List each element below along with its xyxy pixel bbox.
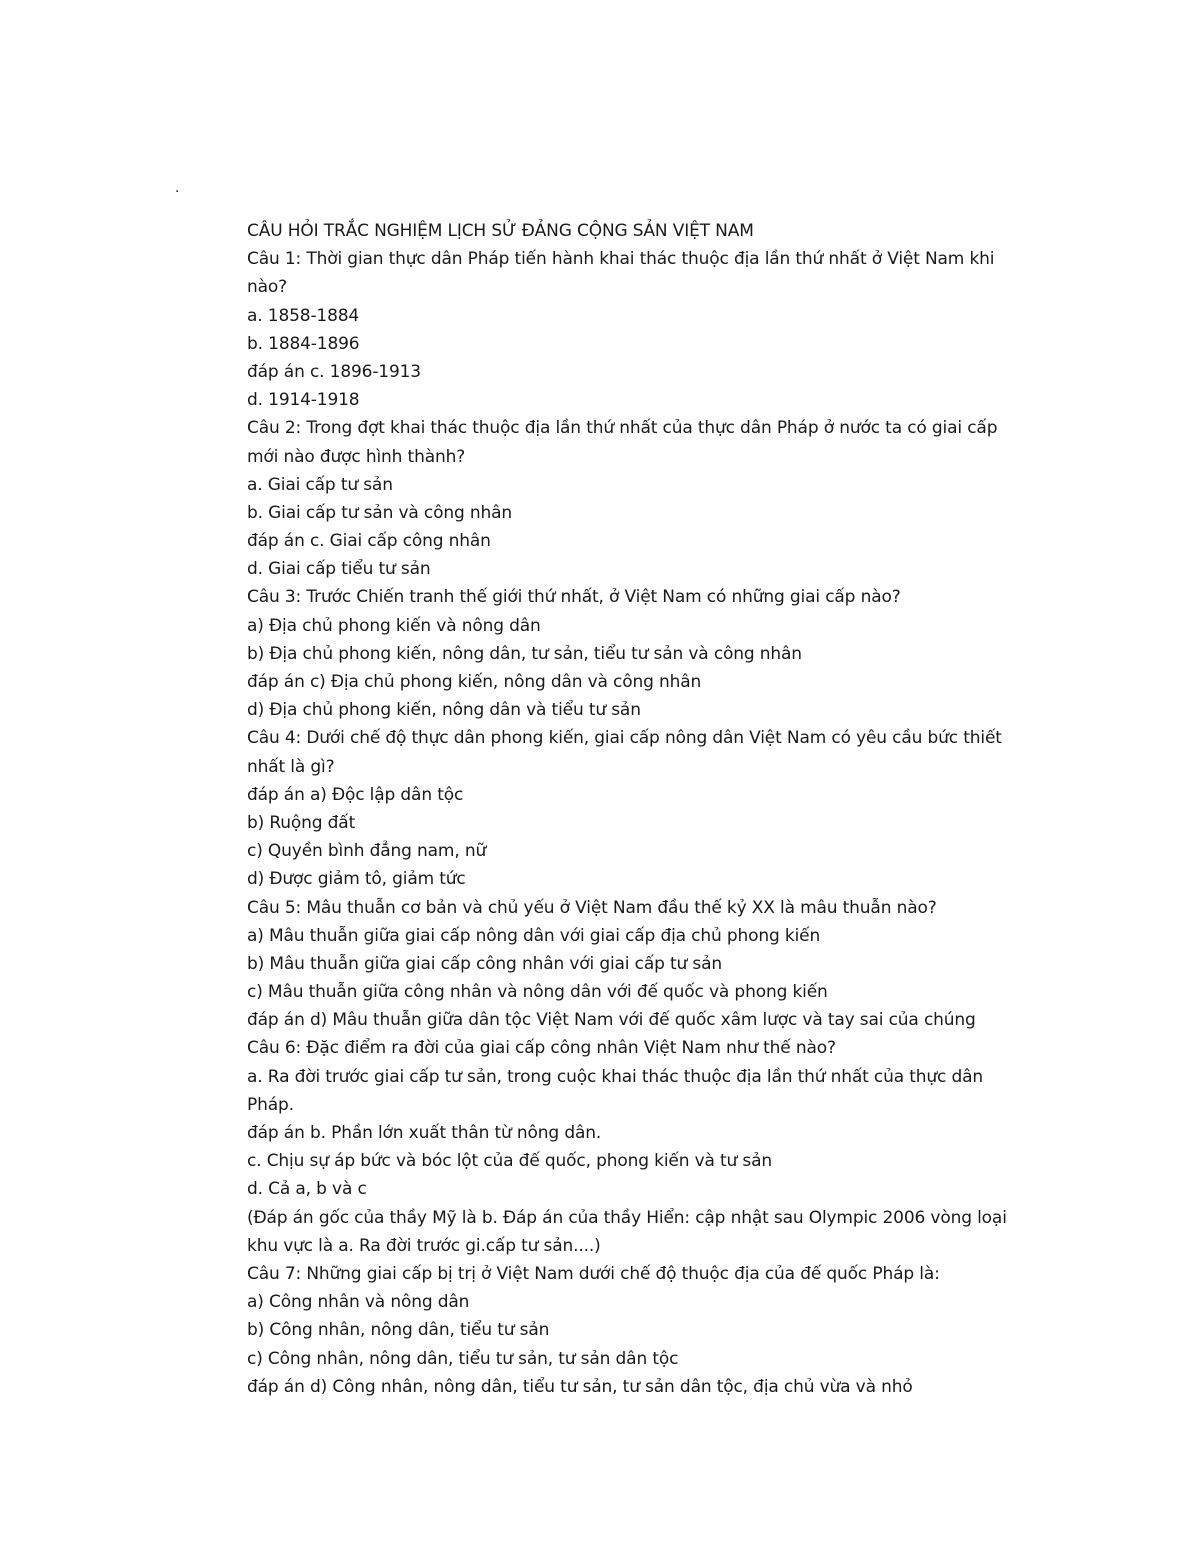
text-line: Câu 2: Trong đợt khai thác thuộc địa lần thứ nhất của thực dân Pháp ở nước ta có giai cấp bbox=[247, 418, 998, 439]
text-line: d) Địa chủ phong kiến, nông dân và tiểu tư sản bbox=[247, 700, 641, 721]
text-line: d) Được giảm tô, giảm tức bbox=[247, 869, 466, 890]
stray-dot: . bbox=[175, 180, 180, 196]
text-line: đáp án c) Địa chủ phong kiến, nông dân và công nhân bbox=[247, 672, 702, 692]
text-line: đáp án c. 1896-1913 bbox=[247, 361, 421, 382]
text-line: đáp án b. Phần lớn xuất thân từ nông dân. bbox=[247, 1123, 602, 1143]
text-line: a) Địa chủ phong kiến và nông dân bbox=[247, 615, 541, 636]
text-line: Câu 6: Đặc điểm ra đời của giai cấp công nhân Việt Nam như thế nào? bbox=[247, 1038, 836, 1059]
text-line: mới nào được hình thành? bbox=[247, 446, 466, 467]
text-line: b) Ruộng đất bbox=[247, 812, 356, 833]
text-line: a. Giai cấp tư sản bbox=[247, 474, 393, 495]
text-line: a) Công nhân và nông dân bbox=[247, 1292, 470, 1313]
text-line: d. Cả a, b và c bbox=[247, 1179, 367, 1200]
text-line: đáp án d) Mâu thuẫn giữa dân tộc Việt Nam với đế quốc xâm lược và tay sai của chúng bbox=[247, 1010, 976, 1031]
text-line: đáp án d) Công nhân, nông dân, tiểu tư sản, tư sản dân tộc, địa chủ vừa và nhỏ bbox=[247, 1376, 913, 1397]
text-line: Pháp. bbox=[247, 1094, 294, 1115]
text-line: Câu 5: Mâu thuẫn cơ bản và chủ yếu ở Việt Nam đầu thế kỷ XX là mâu thuẫn nào? bbox=[247, 897, 937, 918]
text-line: b. 1884-1896 bbox=[247, 333, 360, 354]
document-title: CÂU HỎI TRẮC NGHIỆM LỊCH SỬ ĐẢNG CỘNG SẢN VIỆT NAM bbox=[247, 221, 754, 241]
text-line: c) Quyền bình đẳng nam, nữ bbox=[247, 841, 487, 862]
text-line: đáp án a) Độc lập dân tộc bbox=[247, 784, 464, 805]
text-line: b. Giai cấp tư sản và công nhân bbox=[247, 502, 512, 523]
text-line: nhất là gì? bbox=[247, 756, 335, 777]
text-line: khu vực là a. Ra đời trước gi.cấp tư sản....) bbox=[247, 1235, 601, 1256]
text-line: nào? bbox=[247, 277, 288, 298]
text-line: a. 1858-1884 bbox=[247, 305, 360, 326]
text-line: (Đáp án gốc của thầy Mỹ là b. Đáp án của thầy Hiển: cập nhật sau Olympic 2006 vòng loại bbox=[247, 1207, 1007, 1228]
text-line: b) Địa chủ phong kiến, nông dân, tư sản, tiểu tư sản và công nhân bbox=[247, 643, 802, 664]
text-line: Câu 3: Trước Chiến tranh thế giới thứ nhất, ở Việt Nam có những giai cấp nào? bbox=[247, 587, 901, 608]
text-line: b) Mâu thuẫn giữa giai cấp công nhân với giai cấp tư sản bbox=[247, 953, 722, 974]
text-line: Câu 7: Những giai cấp bị trị ở Việt Nam dưới chế độ thuộc địa của đế quốc Pháp là: bbox=[247, 1263, 940, 1284]
text-line: đáp án c. Giai cấp công nhân bbox=[247, 531, 491, 552]
text-line: Câu 4: Dưới chế độ thực dân phong kiến, giai cấp nông dân Việt Nam có yêu cầu bức thiết bbox=[247, 728, 1002, 749]
quiz-text bbox=[247, 217, 1022, 1401]
text-line: c. Chịu sự áp bức và bóc lột của đế quốc, phong kiến và tư sản bbox=[247, 1151, 773, 1172]
text-line: a. Ra đời trước giai cấp tư sản, trong cuộc khai thác thuộc địa lần thứ nhất của thực dân bbox=[247, 1066, 984, 1087]
text-line: d. Giai cấp tiểu tư sản bbox=[247, 559, 431, 580]
text-line: b) Công nhân, nông dân, tiểu tư sản bbox=[247, 1320, 550, 1341]
text-line: Câu 1: Thời gian thực dân Pháp tiến hành khai thác thuộc địa lần thứ nhất ở Việt Nam khi bbox=[247, 249, 995, 270]
text-line: a) Mâu thuẫn giữa giai cấp nông dân với giai cấp địa chủ phong kiến bbox=[247, 925, 821, 946]
text-line: c) Mâu thuẫn giữa công nhân và nông dân với đế quốc và phong kiến bbox=[247, 982, 828, 1003]
text-line: d. 1914-1918 bbox=[247, 390, 360, 411]
text-line: c) Công nhân, nông dân, tiểu tư sản, tư sản dân tộc bbox=[247, 1348, 679, 1369]
